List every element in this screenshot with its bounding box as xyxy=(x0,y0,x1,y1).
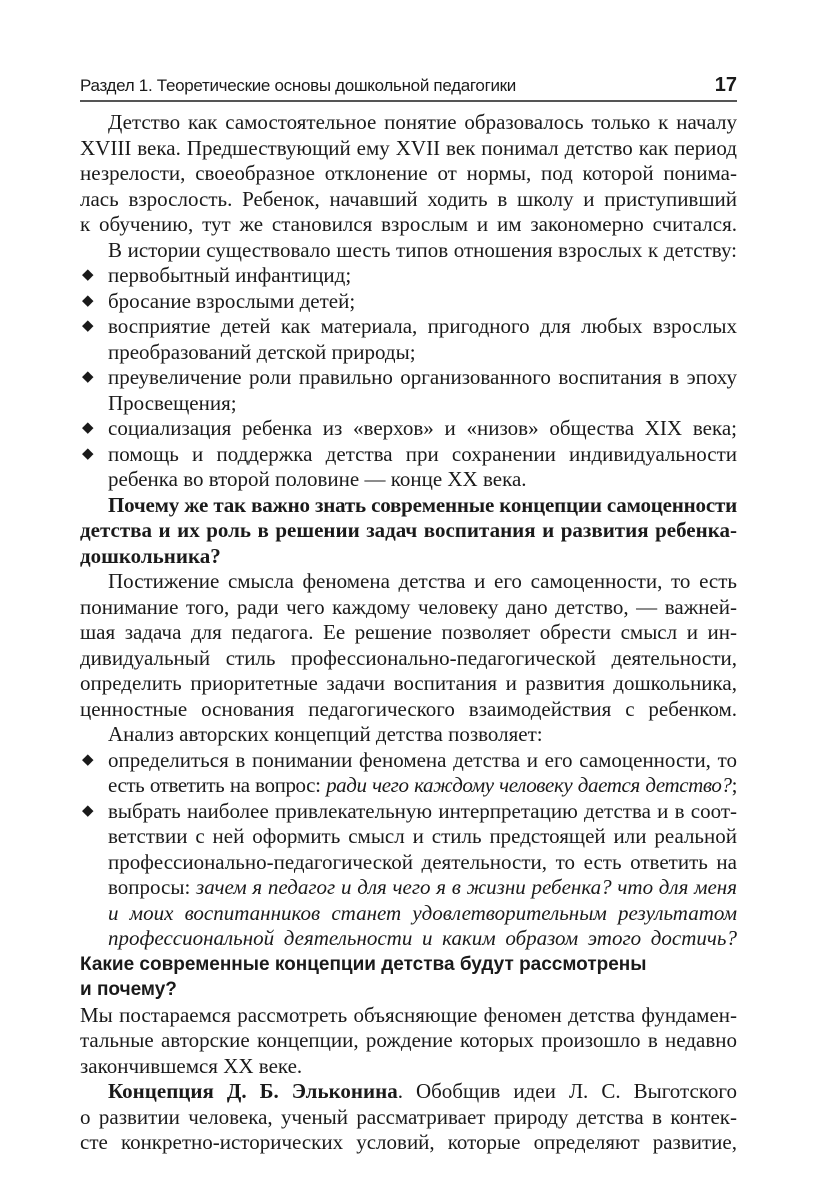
list-item xyxy=(80,289,737,315)
text-line: Просвещения; xyxy=(108,390,237,415)
text-line: Детство как самостоятельное понятие образовалось только к началу xyxy=(108,110,737,134)
text-line: ребенка во второй половине — конце XX века. xyxy=(108,467,527,491)
list-item xyxy=(80,416,737,442)
question-heading-1 xyxy=(80,493,737,570)
text-line: определиться в понимании феномена детства и его самоценности, то xyxy=(108,747,737,772)
text-line: XVIII века. Предшествующий ему XVII век понимал детство как период xyxy=(80,135,737,160)
text-line: профессионально-педагогической деятельности, то есть ответить на xyxy=(108,849,737,874)
text-line: преувеличение роли правильно организованного воспитания в эпоху xyxy=(108,365,737,389)
analysis-list xyxy=(80,748,737,952)
diamond-bullet-icon: ◆ xyxy=(82,292,94,309)
text-line: закончившемся XX веке. xyxy=(80,1053,303,1078)
text-line: социализация ребенка из «верхов» и «низов» общества XIX века; xyxy=(108,416,737,440)
list-item xyxy=(80,799,737,952)
text-line xyxy=(80,1079,737,1105)
concept-title: Концепция Д. Б. Эльконина xyxy=(108,1079,398,1103)
list-item xyxy=(80,365,737,416)
text-line: шая задача для педагога. Ее решение позволяет обрести смысл и ин- xyxy=(80,620,737,644)
text-line: бросание взрослыми детей; xyxy=(108,288,356,313)
text-line: тальные авторские концепции, рождение которых произошло в недавно xyxy=(80,1028,737,1052)
page-number: 17 xyxy=(714,74,737,96)
diamond-bullet-icon: ◆ xyxy=(82,445,94,462)
italic-question: зачем я педагог и для чего я в жизни ребенка? что для меня xyxy=(196,875,737,899)
diamond-bullet-icon: ◆ xyxy=(82,420,94,436)
text-line: детства и их роль в решении задач воспитания и развития ребенка- xyxy=(80,518,737,542)
text-line: ветствии с ней оформить смысл и стиль предстоящей или реальной xyxy=(108,824,737,848)
text-run: вопросы: xyxy=(108,875,197,899)
text-line: ценностные основания педагогического взаимодействия с ребенком. xyxy=(80,696,737,721)
text-run: есть ответить на вопрос: xyxy=(108,773,327,797)
italic-question: ради чего каждому человеку дается детство? xyxy=(326,773,732,797)
page-body xyxy=(80,110,737,1156)
text-line: о развитии человека, ученый рассматривает природу детства в контек- xyxy=(80,1104,737,1129)
text-line: и почему? xyxy=(80,979,177,1000)
text-line: В истории существовало шесть типов отношения взрослых к детству: xyxy=(108,237,737,262)
diamond-bullet-icon: ◆ xyxy=(82,369,94,385)
text-line: преобразований детской природы; xyxy=(108,339,416,364)
diamond-bullet-icon: ◆ xyxy=(82,318,94,334)
question-heading-2 xyxy=(80,952,737,1003)
section-title: Раздел 1. Теоретические основы дошкольной педагогики xyxy=(80,76,517,95)
text-line: дошкольника? xyxy=(80,543,221,568)
diamond-bullet-icon: ◆ xyxy=(82,267,94,283)
diamond-bullet-icon: ◆ xyxy=(82,802,94,819)
text-line: определить приоритетные задачи воспитания и развития дошкольника, xyxy=(80,671,737,695)
running-header xyxy=(80,74,737,102)
list-item xyxy=(80,263,737,289)
italic-question: профессиональной деятельности и каким образом этого достичь? xyxy=(108,926,737,950)
text-line: Мы постараемся рассмотреть объясняющие феномен детства фундамен- xyxy=(80,1002,737,1027)
text-line: дивидуальный стиль профессионально-педагогической деятельности, xyxy=(80,645,737,670)
text-line: Почему же так важно знать современные концепции самоценности xyxy=(108,492,737,517)
paragraph-concepts xyxy=(80,1003,737,1156)
italic-question: и моих воспитанников станет удовлетворительным результатом xyxy=(108,900,737,925)
paragraph-intro xyxy=(80,110,737,493)
list-item xyxy=(80,442,737,493)
text-line: первобытный инфантицид; xyxy=(108,263,352,287)
text-line: незрелости, своеобразное отклонение от нормы, под которой понима- xyxy=(80,161,737,185)
list-item xyxy=(80,748,737,799)
paragraph-comprehension xyxy=(80,569,737,952)
list-item xyxy=(80,314,737,365)
text-line: сте конкретно-исторических условий, которые определяют развитие, xyxy=(80,1130,737,1154)
text-line: к обучению, тут же становился взрослым и им закономерно считался. xyxy=(80,212,737,236)
text-line: лась взрослость. Ребенок, начавший ходить в школу и приступивший xyxy=(80,186,737,211)
text-line xyxy=(108,773,737,799)
text-line xyxy=(108,875,737,901)
diamond-bullet-icon: ◆ xyxy=(82,751,94,768)
text-run: ; xyxy=(731,773,738,797)
text-line: понимание того, ради чего каждому человеку дано детство, — важней- xyxy=(80,594,737,619)
text-line: Какие современные концепции детства будут рассмотрены xyxy=(80,953,647,975)
text-run: . Обобщив идеи Л. С. Выготского xyxy=(397,1079,737,1103)
history-types-list xyxy=(80,263,737,493)
text-line: Анализ авторских концепций детства позволяет: xyxy=(108,722,543,746)
text-line: Постижение смысла феномена детства и его самоценности, то есть xyxy=(108,569,737,593)
text-line: восприятие детей как материала, пригодного для любых взрослых xyxy=(108,314,737,338)
text-line: выбрать наиболее привлекательную интерпретацию детства и в соот- xyxy=(108,798,737,823)
text-line: помощь и поддержка детства при сохранении индивидуальности xyxy=(108,441,737,466)
